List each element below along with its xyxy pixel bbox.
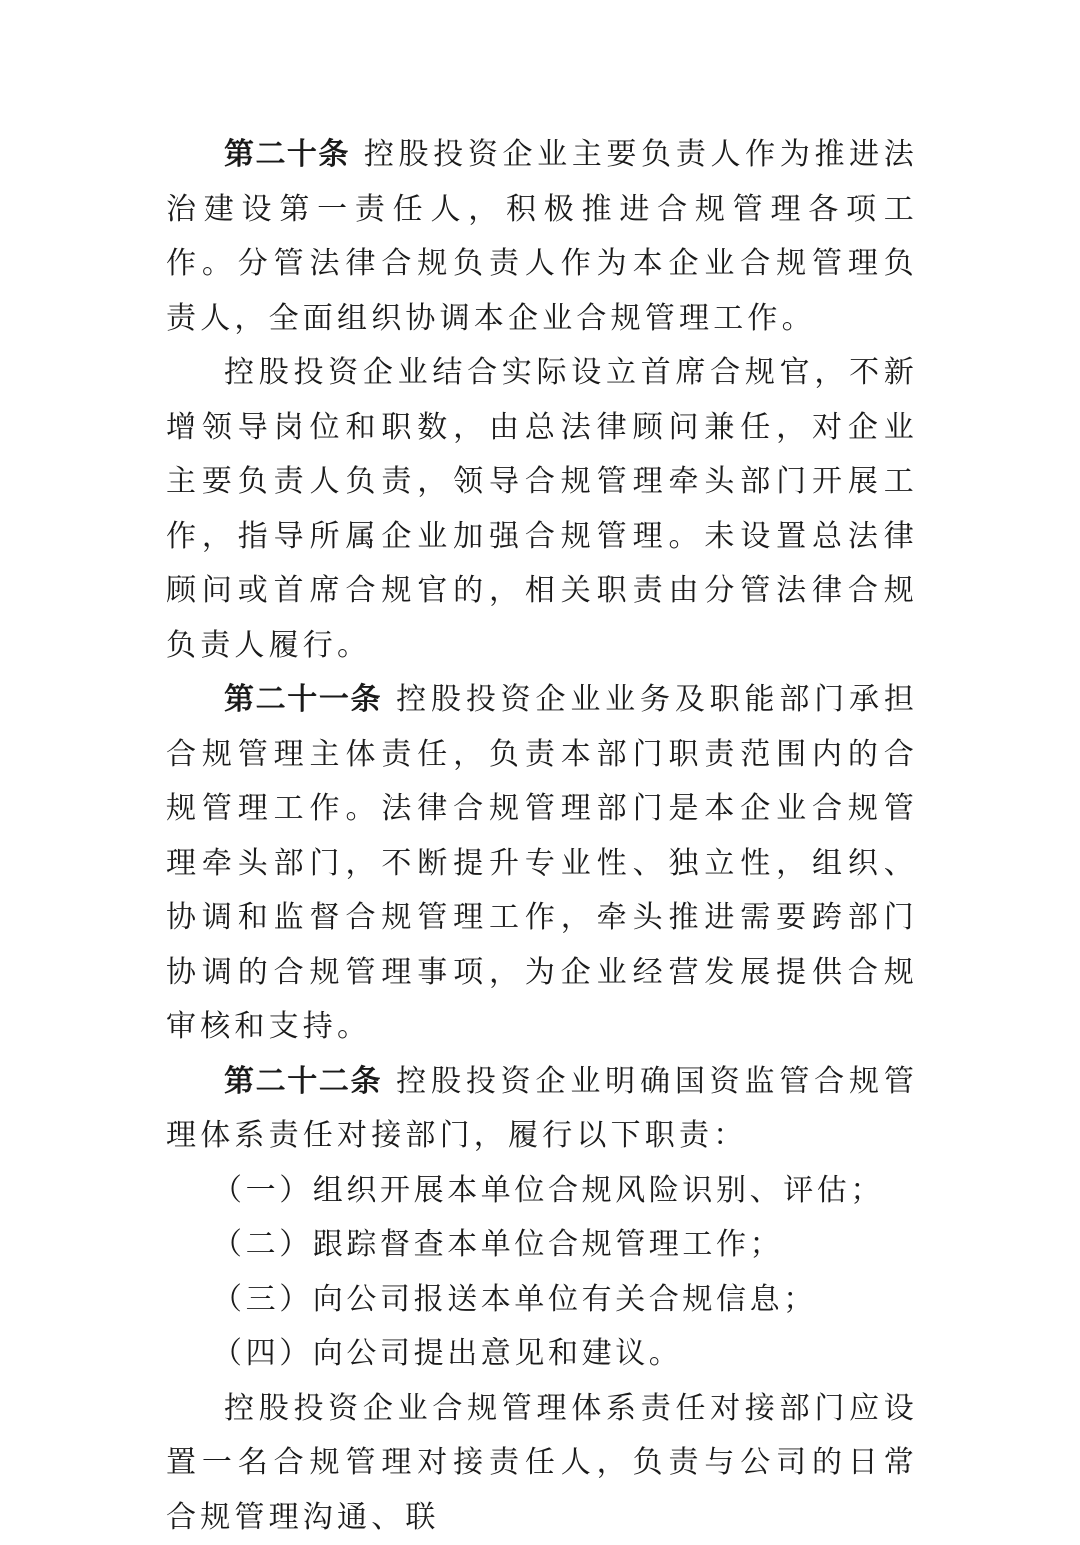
- article-22-paragraph-1: [166, 1055, 918, 1164]
- article-21-paragraph-1: [166, 673, 918, 1055]
- article-22-closing-paragraph: 控股投资企业合规管理体系责任对接部门应设置一名合规管理对接责任人，负责与公司的日常合规管理沟通、联: [166, 1382, 918, 1545]
- list-item: （三）向公司报送本单位有关合规信息；: [166, 1273, 918, 1328]
- article-22-text-1: 控股投资企业明确国资监管合规管理体系责任对接部门，履行以下职责：: [166, 1064, 918, 1154]
- article-20-text-1: 控股投资企业主要负责人作为推进法治建设第一责任人，积极推进合规管理各项工作。分管法律合规负责人作为本企业合规管理负责人，全面组织协调本企业合规管理工作。: [166, 137, 918, 336]
- article-20-paragraph-2: [166, 346, 918, 673]
- article-20-paragraph-1: [166, 128, 918, 346]
- article-21-text-1: 控股投资企业业务及职能部门承担合规管理主体责任，负责本部门职责范围内的合规管理工作。法律合规管理部门是本企业合规管理牵头部门，不断提升专业性、独立性，组织、协调和监督合规管理工作，牵头推进需要跨部门协调的合规管理事项，为企业经营发展提供合规审核和支持。: [166, 682, 918, 1044]
- article-22-number: 第二十二条: [224, 1064, 382, 1099]
- article-20-number: 第二十条: [224, 137, 350, 172]
- list-item: （四）向公司提出意见和建议。: [166, 1327, 918, 1382]
- article-20-text-2: 控股投资企业结合实际设立首席合规官，不新增领导岗位和职数，由总法律顾问兼任，对企业主要负责人负责，领导合规管理牵头部门开展工作，指导所属企业加强合规管理。未设置总法律顾问或首席合规官的，相关职责由分管法律合规负责人履行。: [166, 355, 918, 663]
- document-page: [166, 128, 918, 1545]
- list-item: （一）组织开展本单位合规风险识别、评估；: [166, 1164, 918, 1219]
- list-item: （二）跟踪督查本单位合规管理工作；: [166, 1218, 918, 1273]
- article-21-number: 第二十一条: [224, 682, 382, 717]
